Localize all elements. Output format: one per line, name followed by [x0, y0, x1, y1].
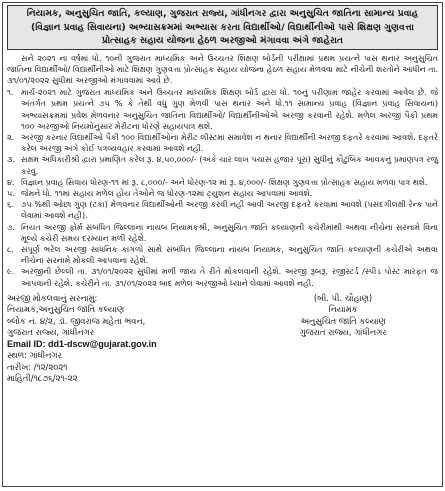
condition-item — [7, 222, 438, 244]
intro-paragraph: સને ૨૦૨૧ ના વર્ષમાં ધો. ૧૦ની ગુજરાત માધ્યમિક અને ઉચ્ચતર શિક્ષણ બોર્ડની પરીક્ષામાં પ્રથમ પ્રયત્ને પાસ થનાર અનુસુચિત જાતિના વિદ્યાર્થીઓ/ વિદ્યાર્થીનીઓ માટે શિક્ષણ ગુણવત્તા પ્રોત્સાહક સહાય યોજના હેઠળ સહાય મેળવવા માટે નીચેની શરતોને આધીન તા. ૩૧/૦૧/૨૦૨૨ સુધીમાં અરજીઓ મંગાવવામાં આવે છે. — [7, 53, 438, 85]
footer-section — [7, 293, 438, 385]
condition-number: ૬. — [7, 200, 15, 210]
condition-text: માર્ચ-૨૦૨૧ માટે ગુજરાત માધ્યમિક અને ઉચ્ચતર માધ્યમિક શિક્ષણ બોર્ડ દ્વારા ધો. ૧૦નું પરીણામ જાહેર કરવામાં આવેલ છે. જે અંતર્ગત પ્રથમ પ્રયત્ને ૭૫ % કે તેથી વધુ ગુણ મેળવી પાસ થનાર અને ધો.૧૧ સામાન્ય પ્રવાહ (વિજ્ઞાન પ્રવાહ સિવાયના) અભ્યાસક્રમમાં પ્રવેશ મેળવનાર અનુસુચિત જાતિના વિદ્યાર્થીઓ/ વિદ્યાર્થીનીઓએ અરજી કરવાની રહેશે. મળેલ અરજી પૈકી પ્રથમ ૧૦૦ અરજીઓ નિયમોનુસાર મેરીટના ધોરણે સહાયપાત્ર થશે. — [21, 88, 438, 131]
address-block — [7, 293, 237, 385]
condition-item — [7, 154, 438, 176]
place-label: સ્થળ: ગાંધીનગર — [7, 350, 62, 361]
condition-number: ૫. — [7, 188, 15, 198]
condition-number: ૪. — [7, 177, 15, 187]
signatory-dept: અનુસુચિત જાતિ કલ્યાણ — [300, 315, 386, 326]
address-line-3: ગુજરાત રાજ્ય, ગાંધીનગર — [7, 327, 95, 338]
info-number: માહિતી/૧૮૭૬/૨૧-૨૨ — [7, 373, 78, 384]
condition-number: ૧. — [7, 88, 14, 98]
signatory-title: નિયામક — [328, 304, 358, 315]
condition-item — [7, 266, 438, 288]
conditions-list — [7, 87, 438, 289]
condition-number: ૭. — [7, 222, 16, 232]
condition-number: ૮. — [7, 244, 14, 254]
signature-block — [258, 293, 428, 385]
date-label: તારીખ: /૧૨/૨૦૨૧ — [7, 361, 68, 372]
condition-item — [7, 199, 438, 221]
condition-text: સંપૂર્ણ ભરેલ અરજી સાધનિક કાગળો સાથે સંબંધિત જિલ્લાના નાયબ નિયામક, અનુસુચિત જાતિ કલ્યાણની કચેરીએ અથવા નીચેના સરનામે મોકલી આપવાના રહેશે. — [21, 244, 438, 266]
notice-header — [7, 5, 438, 50]
header-line-3: પ્રોત્સાહક સહાય યોજના હેઠળ અરજીઓ મંગાવવા અંગે જાહેરાત — [101, 35, 344, 46]
condition-text: વિજ્ઞાન પ્રવાહ સિવાય ધોરણ-૧૧ માં રૂ. ૮,૦૦૦/- અને ધોરણ-૧૨ માં રૂ. ૪,૦૦૦/- શિક્ષણ ગુણવત્તા પ્રોત્સાહક સહાય મળવા પાત્ર થશે. — [21, 177, 428, 187]
condition-item — [7, 244, 438, 266]
header-line-2: (વિજ્ઞાન પ્રવાહ સિવાયના) અભ્યાસક્રમમાં અભ્યાસ કરતા વિદ્યાર્થીઓ/ વિદ્યાર્થીનીઓ પાસે શિક્ષણ ગુણવત્તા — [31, 21, 414, 33]
condition-text: અરજીની છેલ્લી તા. ૩૧/૦૧/૨૦૨૨ સુધીમાં મળી જાય તે રીતે મોકલવાની રહેશે. અરજી રૂબરૂ, રજીસ્ટર્ડ /સ્પીડ પોસ્ટ મારફત જ આપવાની રહેશે. કચેરીને તા. ૩૧/૦૧/૨૦૨૨ બાદ મળેલ અરજીઓ ધ્યાને લેવામાં આવશે નહી. — [21, 267, 438, 288]
header-line-1: નિયામક, અનુસુચિત જાતિ, કલ્યાણ, ગુજરાત રાજ્ય, ગાંધીનગર દ્વારા અનુસુચિત જાતિના સામાન્ય પ્રવાહ — [26, 8, 419, 19]
condition-text: ૭૫ %થી ઓછા ગુણ (ટકા) મેળવનાર વિદ્યાર્થીઓની અરજી કરવી નહી આવી અરજી દફતરે કરવામાં આવશે (પસંદગીલક્ષી રેન્ક પાને લેવામાં આવશે નહી). — [21, 200, 438, 221]
condition-item — [7, 188, 438, 199]
condition-number: ૯. — [7, 267, 15, 277]
condition-item — [7, 87, 438, 132]
address-line-1: નિયામક,અનુસુચિત જાતિ કલ્યાણ — [7, 304, 125, 315]
condition-text: સક્ષમ અધિકારીશ્રી દ્વારા પ્રમાણિત કરેલ રૂ. ૪,૫૦,૦૦૦/- (અંકે ચાર લાખ પચાસ હજાર પૂરા) સુધીનું કૌટુંબિક આવકનું પ્રમાણપત્ર રજુ કરવું. — [21, 155, 438, 176]
condition-item — [7, 177, 438, 188]
condition-text: અરજી કરનાર વિદ્યાર્થીઓ પૈકી ૧૦૦ વિદ્યાર્થીઓના મેરીટ લીસ્ટમાં સમાવેશ ન થનાર વિદ્યાર્થીની અરજી દફતરે કરવામાં આવશે. દફતરે કરેલ અરજી અંગે કોઈ પત્રવ્યવહાર કરવામાં આવશે નહી. — [21, 132, 438, 154]
signatory-place: ગુજરાત રાજ્ય, ગાંધીનગર — [299, 327, 387, 338]
condition-number: ૩. — [7, 155, 15, 165]
address-line-2: બ્લોક નં. ૪/૨, ડૉ. જીવરાજ મહેતા ભવન, — [7, 315, 146, 326]
address-heading: અરજી મોકલવાનું સરનામું: — [7, 292, 98, 303]
signatory-name: (બી. પી. ચૌહાણ) — [313, 292, 373, 303]
email-id: Email ID: dd1-dscw@gujarat.gov.in — [7, 338, 157, 349]
condition-text: જેમને ધો. ૧૧માં સહાય મળેલ હોય તેઓને જ ધોરણ-૧૨માં ટ્યુશન સહાય આપવામાં આવશે. — [21, 188, 313, 198]
condition-text: નિયત અરજી ફોર્મ સંબંધિત જિલ્લાના નાયબ નિયામકશ્રી, અનુસુચિત જાતિ કલ્યાણની કચેરીમાંથી અથવા નીચેના સરનામે વિના મૂલ્યે કચેરી સમય દરમ્યાન મળી રહેશે. — [21, 222, 438, 243]
advertisement-document — [2, 2, 443, 487]
condition-item — [7, 132, 438, 154]
condition-number: ૨. — [7, 132, 15, 142]
